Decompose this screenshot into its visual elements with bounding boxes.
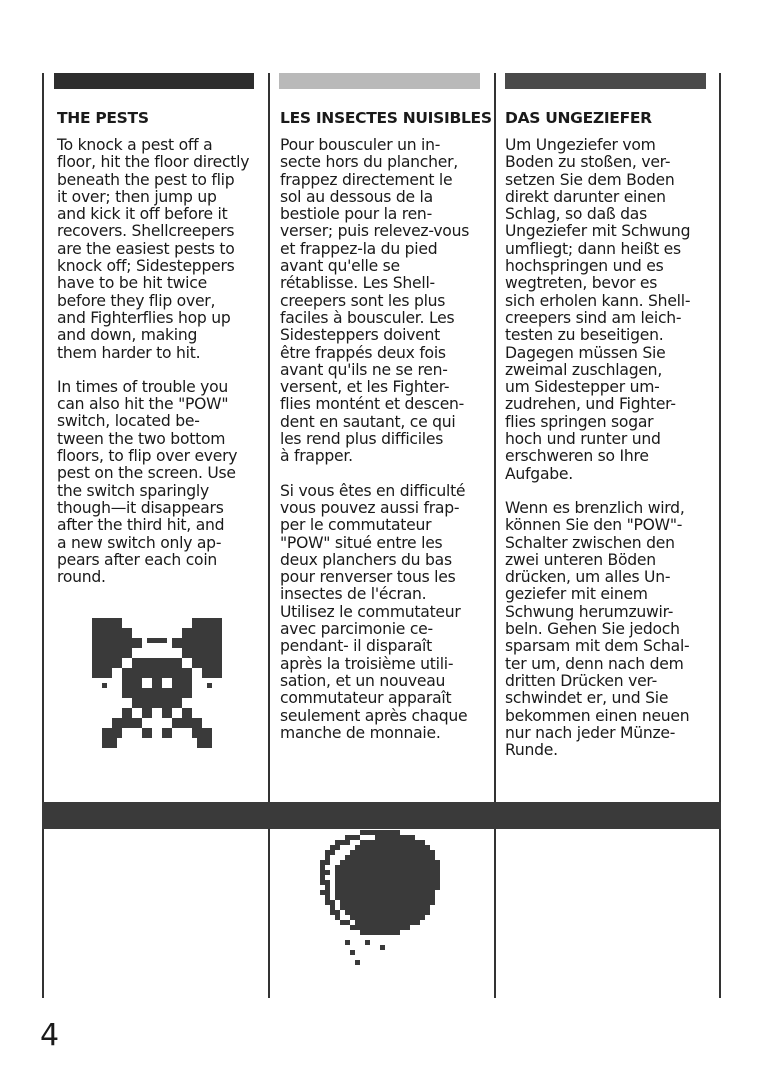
fireball-sprite-icon: [320, 830, 440, 970]
column-divider-2: [494, 73, 496, 998]
header-band-french: [279, 73, 480, 89]
paragraph-french-2: Si vous êtes en difficulté vous pouvez aussi frap- per le commutateur "POW" situé entre les deux planchers du bas pour renverser tous les insectes de l'écran. Utilisez le commutateur avec parcimonie ce- pendant- il disparaît après la troisième utili- sation, et un nouveau commutateur apparaît seulement après chaque manche de monnaie.: [280, 481, 468, 742]
bottom-band: [42, 802, 721, 829]
paragraph-english-1: To knock a pest off a floor, hit the floor directly beneath the pest to flip it over; then jump up and kick it off before it recovers. Shellcreepers are the easiest pests to knock off; Sidesteppers have to be hit twice before they flip over, and Fighterflies hop up and down, making them harder to hit.: [57, 136, 250, 362]
paragraph-french-1: Pour bousculer un in- secte hors du plancher, frappez directement le sol au dessous de la bestiole pour la ren- verser; puis relevez-vous et frappez-la du pied avant qu'elle se rétablisse. Les Shell- creepers sont les plus faciles à bousculer. Les Sidesteppers doivent être frappés deux fois avant qu'ils ne se ren- versent, et les Fighter- flies montént et descen- dent en sautant, ce qui les rend plus difficiles à frapper.: [280, 136, 470, 466]
heading-english: THE PESTS: [57, 109, 149, 127]
header-band-german: [505, 73, 706, 89]
fighterfly-sprite-icon: [92, 618, 222, 753]
paragraph-german-2: Wenn es brenzlich wird, können Sie den "POW"- Schalter zwischen den zwei unteren Böden drücken, um alles Un- geziefer mit einem Schwung herumzuwir- beln. Gehen Sie jedoch sparsam mit dem Schal- ter um, denn nach dem dritten Drücken ver- schwindet er, und Sie bekommen einen neuen nur nach jeder Münze- Runde.: [505, 498, 690, 760]
heading-french: LES INSECTES NUISIBLES: [280, 109, 492, 127]
column-english: [57, 108, 262, 586]
column-divider-right: [719, 73, 721, 998]
heading-german: DAS UNGEZIEFER: [505, 109, 652, 127]
paragraph-english-2: In times of trouble you can also hit the "POW" switch, located be- tween the two bottom floors, to flip over every pest on the screen. Use the switch sparingly though—it disappears after the third hit, and a new switch only ap- pears after each coin round.: [57, 377, 238, 587]
column-german: [505, 108, 717, 759]
header-band-english: [54, 73, 254, 89]
paragraph-german-1: Um Ungeziefer vom Boden zu stoßen, ver- setzen Sie dem Boden direkt darunter einen Schlag, so daß das Ungeziefer mit Schwung umfliegt; dann heißt es hochspringen und es wegtreten, bevor es sich erholen kann. Shell- creepers sind am leich- testen zu beseitigen. Dagegen müssen Sie zweimal zuschlagen, um Sidestepper um- zudrehen, und Fighter- flies springen sogar hoch und runter und erschweren so Ihre Aufgabe.: [505, 136, 691, 483]
column-french: [280, 108, 492, 742]
column-divider-1: [268, 73, 270, 998]
page-number: 4: [40, 1018, 60, 1053]
bottom-divider-left: [42, 829, 44, 998]
